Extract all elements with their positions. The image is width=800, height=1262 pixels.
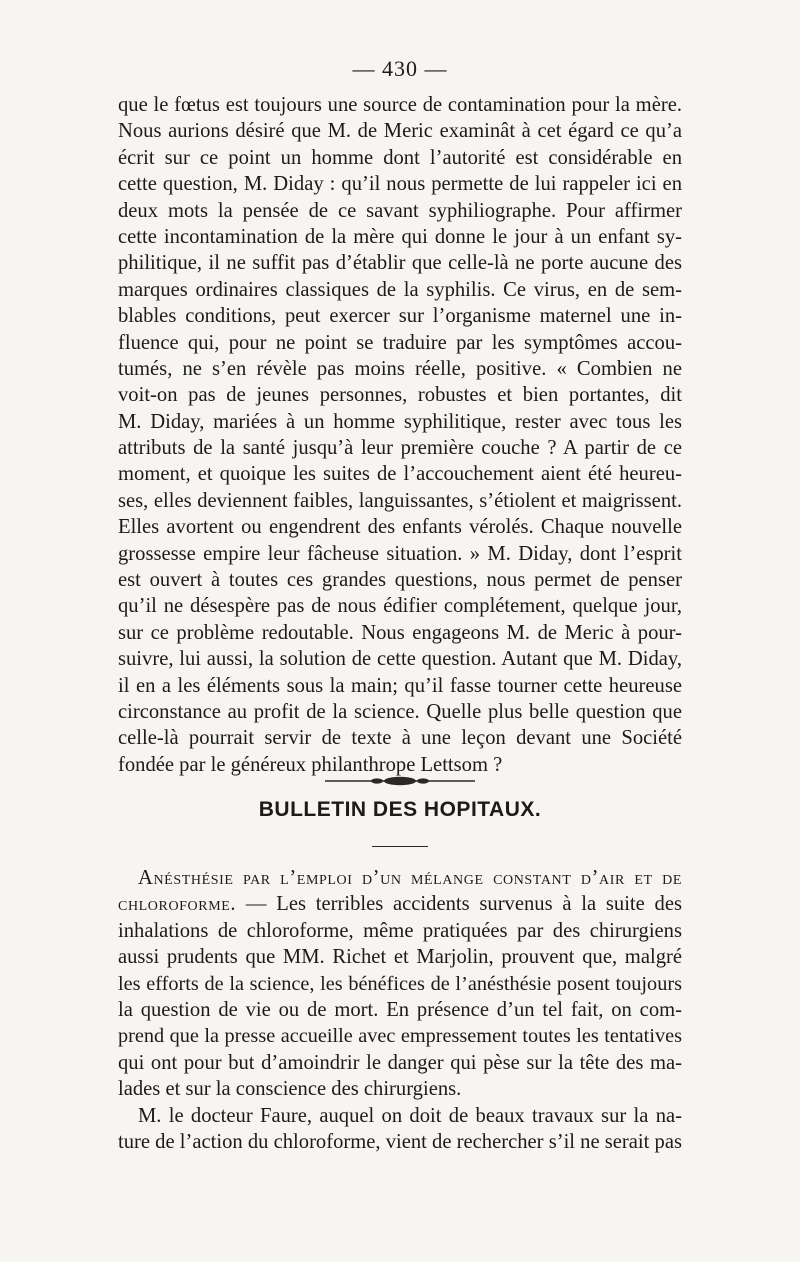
text-line: fondée par le généreux philanthrope Lettsom ?	[118, 753, 503, 776]
article-heading-line-2	[118, 891, 682, 917]
text-line: prend que la presse accueille avec empressement toutes les tentatives	[118, 1025, 682, 1048]
text-line: que le fœtus est toujours une source de contamination pour la mère.	[118, 94, 682, 116]
text-line: lades et sur la conscience des chirurgiens.	[118, 1078, 462, 1101]
text-line: la question de vie ou de mort. En présence d’un tel fait, on com-	[118, 998, 682, 1021]
text-line: voit-on pas de jeunes personnes, robustes et bien portantes, dit	[118, 384, 682, 407]
title-rule	[372, 846, 428, 847]
text-line: les efforts de la science, les bénéfices de l’anésthésie posent toujours	[118, 972, 682, 995]
text-line: il en a les éléments sous la main; qu’il fasse tourner cette heureuse	[118, 674, 682, 697]
text-line: M. le docteur Faure, auquel on doit de beaux travaux sur la na-	[138, 1104, 682, 1127]
article-heading-end: chloroforme.	[118, 893, 237, 916]
article-heading: Anésthésie par l’emploi d’un mélange constant d’air et de	[138, 867, 682, 889]
text-line: marques ordinaires classiques de la syphilis. Ce virus, en de sem-	[118, 278, 682, 301]
text-line: grossesse empire leur fâcheuse situation. » M. Diday, dont l’esprit	[118, 542, 682, 565]
text-line: suivre, lui aussi, la solution de cette question. Autant que M. Diday,	[118, 648, 682, 671]
text-line: cette question, M. Diday : qu’il nous permette de lui rappeler ici en	[118, 173, 682, 196]
paragraph-1	[118, 92, 682, 778]
text-line: blables conditions, peut exercer sur l’organisme maternel une in-	[118, 305, 682, 328]
text-line: philitique, il ne suffit pas d’établir que celle-là ne porte aucune des	[118, 252, 682, 275]
text-line: Nous aurions désiré que M. de Meric examinât à cet égard ce qu’a	[118, 120, 682, 143]
text-line: moment, et quoique les suites de l’accouchement aient été heureu-	[118, 463, 682, 486]
text-line: inhalations de chloroforme, même pratiquées par des chirurgiens	[118, 919, 682, 942]
text-line: Elles avortent ou engendrent des enfants vérolés. Chaque nouvelle	[118, 516, 682, 539]
text-line: écrit sur ce point un homme dont l’autorité est considérable en	[118, 146, 682, 169]
article-body	[118, 865, 682, 1155]
text-line: fluence qui, pour ne point se traduire par les symptômes accou-	[118, 331, 682, 354]
page-number: — 430 —	[352, 56, 448, 81]
text-line: est ouvert à toutes ces grandes questions, nous permet de penser	[118, 569, 682, 592]
text-line: ture de l’action du chloroforme, vient de rechercher s’il ne serait pas	[118, 1130, 682, 1153]
text-line: attributs de la santé jusqu’à leur première couche ? A partir de ce	[118, 437, 682, 460]
text-line: cette incontamination de la mère qui donne le jour à un enfant sy-	[118, 225, 682, 248]
article-heading-line	[118, 865, 682, 891]
article-text-start: — Les terribles accidents survenus à la suite des	[245, 893, 682, 916]
text-line: qui ont pour but d’amoindrir le danger qui pèse sur la tête des ma-	[118, 1051, 682, 1074]
ornament-divider	[325, 776, 475, 786]
text-line: circonstance au profit de la science. Quelle plus belle question que	[118, 700, 682, 723]
text-line: celle-là pourrait servir de texte à une leçon devant une Société	[118, 727, 682, 750]
text-line: sur ce problème redoutable. Nous engageons M. de Meric à pour-	[118, 621, 682, 644]
text-line: qu’il ne désespère pas de nous édifier complétement, quelque jour,	[118, 595, 682, 618]
text-line: tumés, ne s’en révèle pas moins réelle, positive. « Combien ne	[118, 357, 682, 380]
text-line: deux mots la pensée de ce savant syphiliographe. Pour affirmer	[118, 199, 682, 222]
text-line: ses, elles deviennent faibles, languissantes, s’étiolent et maigrissent.	[118, 489, 682, 512]
section-title: BULLETIN DES HOPITAUX.	[258, 798, 542, 821]
text-line: aussi prudents que MM. Richet et Marjolin, prouvent que, malgré	[118, 946, 682, 969]
text-line: M. Diday, mariées à un homme syphilitique, rester avec tous les	[118, 410, 682, 433]
